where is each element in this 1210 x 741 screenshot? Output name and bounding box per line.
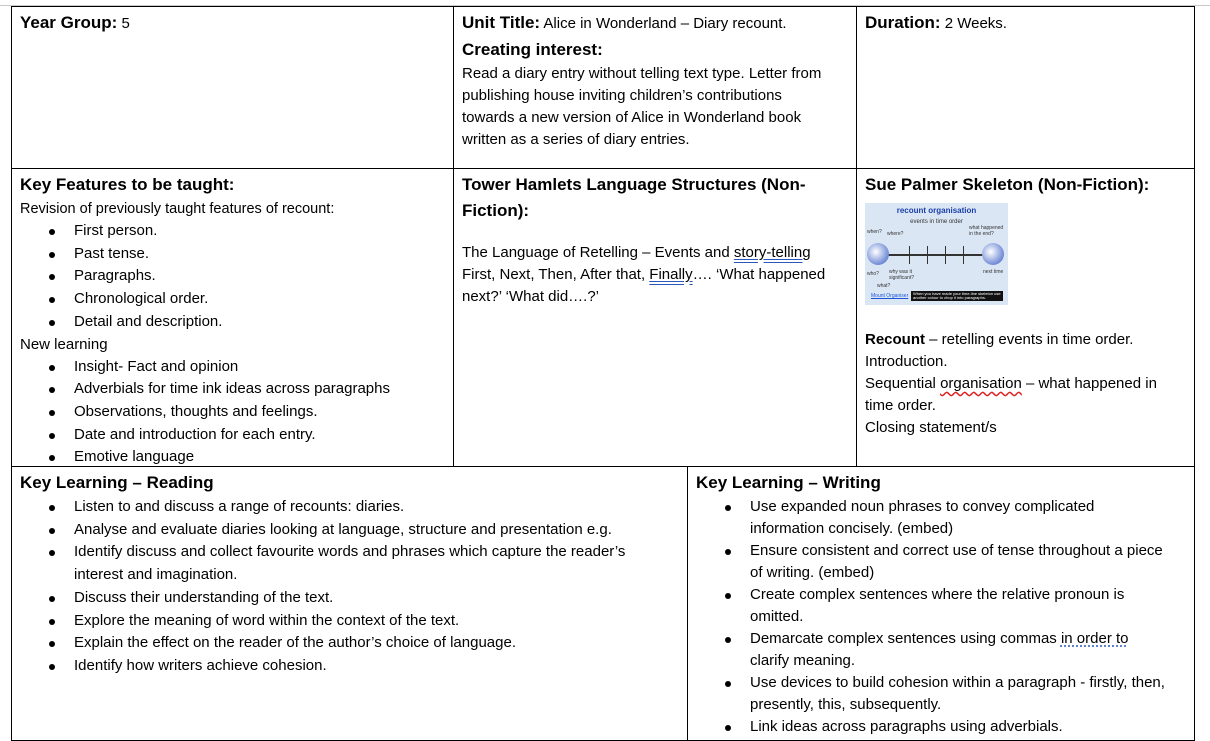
new-learning-list: [20, 356, 445, 467]
finally-word: Finally: [649, 266, 693, 283]
list-item: Identify discuss and collect favourite words and phrases which capture the reader’s interest and imagination.: [74, 541, 671, 586]
list-item: Explain the effect on the reader of the author’s choice of language.: [74, 632, 671, 655]
tower-hamlets-heading: Tower Hamlets Language Structures (Non-Fiction):: [462, 175, 806, 220]
writing-list: [696, 496, 1186, 738]
list-item: Date and introduction for each entry.: [74, 424, 445, 447]
introduction-line: Introduction.: [865, 353, 948, 370]
diagram-note-box: [911, 291, 1003, 301]
recount-skeleton-diagram: [865, 203, 1008, 305]
list-item: Paragraphs.: [74, 265, 445, 288]
year-group-value: 5: [117, 15, 130, 32]
list-item: Link ideas across paragraphs using adverbials.: [750, 716, 1168, 738]
list-item: Create complex sentences where the relative pronoun is omitted.: [750, 584, 1168, 628]
diagram-why: why was it significant?: [889, 269, 915, 281]
retelling-line: [462, 242, 848, 264]
revision-list: [20, 220, 445, 334]
list-item: Adverbials for time ink ideas across paragraphs: [74, 378, 445, 401]
diagram-link: Mount Organiser: [871, 293, 909, 299]
timeline-tick: [927, 246, 928, 264]
connectives-text: First, Next, Then, After that,: [462, 266, 650, 283]
timeline-start-circle: [867, 243, 889, 265]
sequential-line: [865, 373, 1186, 417]
recount-line: [865, 329, 1186, 351]
year-group-cell: [11, 6, 454, 169]
tower-hamlets-cell: [453, 168, 857, 467]
story-telling-word: story-telling: [733, 244, 811, 261]
diagram-where: where?: [887, 231, 904, 237]
timeline-end-circle: [982, 243, 1004, 265]
recount-rest: – retelling events in time order.: [925, 331, 1134, 348]
retelling-text: The Language of Retelling – Events and: [462, 244, 734, 261]
duration-cell: [856, 6, 1195, 169]
list-item: Identify how writers achieve cohesion.: [74, 655, 671, 678]
demarcate-text: Demarcate complex sentences using commas: [750, 630, 1061, 647]
unit-title-label: Unit Title:: [462, 13, 541, 32]
list-item: Discuss their understanding of the text.: [74, 587, 671, 610]
organisation-word: organisation: [940, 375, 1022, 392]
diagram-when: when?: [867, 229, 882, 235]
diagram-next-time: next time: [983, 269, 1004, 275]
diagram-what: what?: [877, 283, 891, 289]
list-item: Use devices to build cohesion within a paragraph - firstly, then, presently, this, subsequently.: [750, 672, 1168, 716]
list-item: Explore the meaning of word within the context of the text.: [74, 610, 671, 633]
timeline-line: [879, 254, 997, 256]
writing-cell: [687, 466, 1195, 741]
sequential-rest: – what happened in time order.: [865, 375, 1157, 414]
questions-text: …. ‘What happened next?’ ‘What did….?’: [462, 266, 826, 305]
in-order-to-phrase: in order to: [1060, 630, 1129, 647]
list-item: [750, 628, 1168, 672]
list-item: Past tense.: [74, 243, 445, 266]
list-item: First person.: [74, 220, 445, 243]
list-item: Chronological order.: [74, 288, 445, 311]
reading-cell: [11, 466, 688, 741]
demarcate-rest: clarify meaning.: [750, 652, 856, 669]
list-item: Listen to and discuss a range of recounts: diaries.: [74, 496, 671, 519]
duration-label: Duration:: [865, 13, 941, 32]
list-item: Use expanded noun phrases to convey complicated information concisely. (embed): [750, 496, 1168, 540]
key-features-heading: Key Features to be taught:: [20, 175, 235, 194]
timeline-tick: [963, 246, 964, 264]
key-features-cell: [11, 168, 454, 467]
duration-value: 2 Weeks.: [940, 15, 1007, 32]
sue-palmer-heading: Sue Palmer Skeleton (Non-Fiction):: [865, 175, 1150, 194]
diagram-who: who?: [867, 271, 879, 277]
diagram-note: When you have made your time-line skeleton use another colour to chop it into paragraphs.: [913, 291, 1001, 300]
unit-title-value: Alice in Wonderland – Diary recount.: [540, 15, 787, 32]
creating-interest-heading: Creating interest:: [462, 40, 603, 59]
new-learning-label: New learning: [20, 335, 108, 353]
timeline-tick: [945, 246, 946, 264]
diagram-what-happened: what happened in the end?: [969, 225, 1004, 237]
list-item: Analyse and evaluate diaries looking at language, structure and presentation e.g.: [74, 519, 671, 542]
connectives-line: [462, 264, 848, 308]
sue-palmer-cell: [856, 168, 1195, 467]
diagram-subtitle: events in time order: [910, 219, 963, 225]
list-item: Observations, thoughts and feelings.: [74, 401, 445, 424]
diagram-title: recount organisation: [896, 206, 977, 215]
sequential-text: Sequential: [865, 375, 941, 392]
unit-title-cell: [453, 6, 857, 169]
timeline-tick: [909, 246, 910, 264]
writing-heading: Key Learning – Writing: [696, 473, 881, 492]
recount-bold: Recount: [865, 331, 925, 348]
list-item: Ensure consistent and correct use of tense throughout a piece of writing. (embed): [750, 540, 1168, 584]
year-group-label: Year Group:: [20, 13, 118, 32]
list-item: Emotive language: [74, 446, 445, 467]
closing-line: Closing statement/s: [865, 419, 997, 436]
reading-list: [20, 496, 679, 678]
revision-intro: Revision of previously taught features of recount:: [20, 201, 335, 217]
list-item: Detail and description.: [74, 311, 445, 334]
creating-interest-text: Read a diary entry without telling text type. Letter from publishing house inviting children’s contributions towards a new version of Alice in Wonderland book written as a series of diary entries.: [462, 65, 822, 148]
list-item: Insight- Fact and opinion: [74, 356, 445, 379]
reading-heading: Key Learning – Reading: [20, 473, 214, 492]
